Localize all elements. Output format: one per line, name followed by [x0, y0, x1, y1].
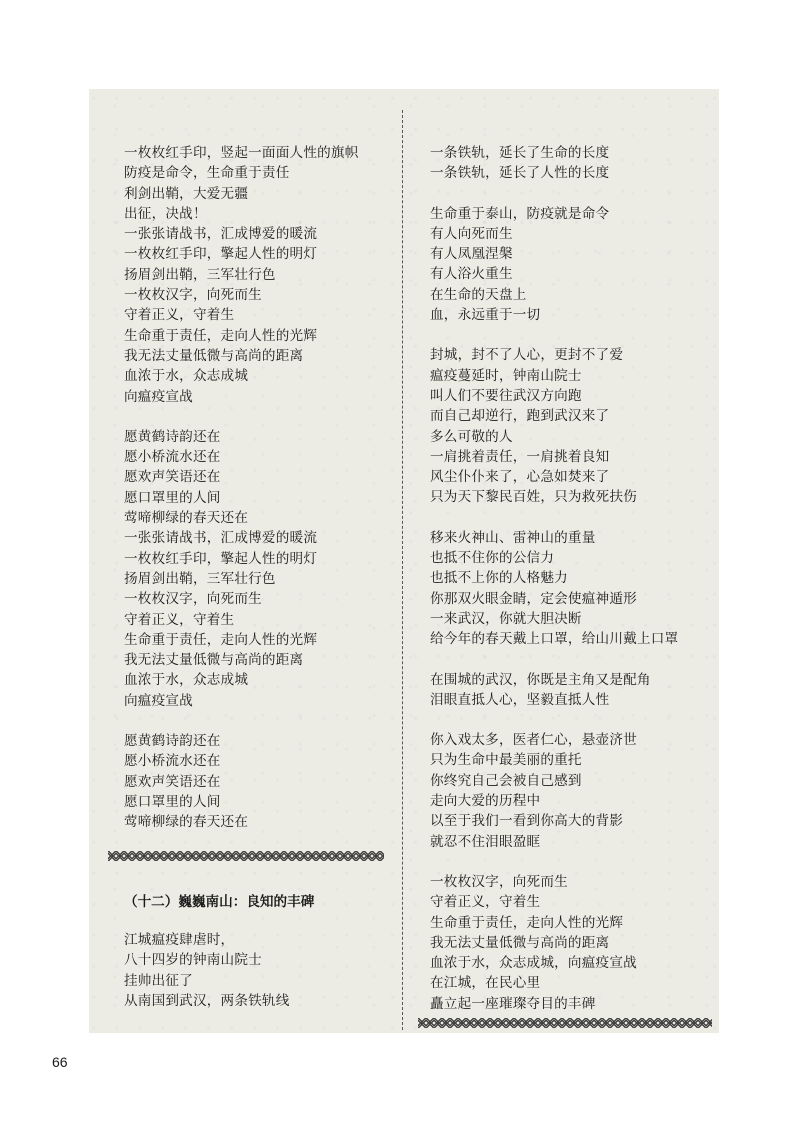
poem-line: 有人向死而生: [430, 225, 513, 242]
poem-line: 一枚枚红手印，擎起人性的明灯: [124, 246, 318, 263]
poem-stanza: [430, 143, 710, 184]
poem-line: 愿黄鹤诗韵还在: [124, 733, 221, 750]
poem-line: 向瘟疫宣战: [124, 692, 193, 709]
poem-line: 血浓于水，众志成城: [124, 368, 249, 385]
poem-line: 江城瘟疫肆虐时，: [124, 932, 235, 948]
poem-line: 风尘仆仆来了，心急如焚来了: [430, 469, 610, 486]
poem-line: 愿小桥流水还在: [124, 753, 221, 770]
poem-line: 有人凤凰涅槃: [430, 246, 513, 263]
poem-line: 守着正义，守着生: [430, 894, 541, 911]
page-number: 66: [52, 1054, 68, 1070]
poem-line: 多么可敬的人: [430, 428, 513, 445]
poem-line: 矗立起一座璀璨夺目的丰碑: [430, 995, 596, 1012]
poem-line: 血浓于水，众志成城: [124, 672, 249, 689]
poem-line: 瘟疫蔓延时，钟南山院士: [430, 367, 582, 384]
poem-line: 扬眉剑出鞘，三军壮行色: [124, 266, 276, 283]
poem-line: 从南国到武汉，两条铁轨线: [124, 992, 290, 1009]
poem-line: 一枚枚汉字，向死而生: [430, 873, 568, 890]
poem-line: 生命重于责任，走向人性的光辉: [124, 631, 318, 648]
poem-line: 你入戏太多，医者仁心，悬壶济世: [430, 732, 637, 749]
poem-line: 愿口罩里的人间: [124, 793, 221, 810]
poem-line: 我无法丈量低微与高尚的距离: [124, 652, 304, 669]
poem-line: 一条铁轨，延长了人性的长度: [430, 165, 610, 182]
poem-line: 在围城的武汉，你既是主角又是配角: [430, 671, 651, 688]
poem-line: 就忍不住泪眼盈眶: [430, 833, 541, 850]
poem-line: 守着正义，守着生: [124, 307, 235, 324]
ornamental-border-left: [108, 851, 384, 861]
poem-line: 你终究自己会被自己感到: [430, 772, 582, 789]
poem-line: 一枚枚汉字，向死而生: [124, 591, 262, 608]
right-column: [430, 143, 710, 1034]
poem-line: 生命重于责任，走向人性的光辉: [124, 327, 318, 344]
poem-line: 一枚枚红手印，擎起人性的明灯: [124, 550, 318, 567]
poem-line: 愿欢声笑语还在: [124, 773, 221, 790]
section-title: （十二）巍巍南山：良知的丰碑: [124, 894, 315, 910]
poem-line: 移来火神山、雷神山的重量: [430, 529, 596, 546]
poem-line: 只为天下黎民百姓，只为救死扶伤: [430, 489, 637, 506]
left-column: [124, 143, 394, 853]
poem-line: 生命重于责任，走向人性的光辉: [430, 914, 624, 931]
poem-stanza: [430, 730, 710, 852]
poem-line: 一枚枚红手印，竖起一面面人性的旗帜: [124, 145, 359, 161]
poem-stanza: [430, 345, 710, 507]
ornamental-border-right: [418, 1018, 712, 1028]
column-divider: [402, 110, 403, 1030]
poem-line: 愿小桥流水还在: [124, 449, 221, 466]
poem-line: 出征，决战！: [124, 205, 207, 222]
poem-line: 我无法丈量低微与高尚的距离: [124, 347, 304, 364]
poem-stanza: [430, 204, 710, 326]
poem-line: 一条铁轨，延长了生命的长度: [430, 145, 610, 161]
poem-line: 挂帅出征了: [124, 972, 193, 989]
poem-line: 生命重于泰山，防疫就是命令: [430, 205, 610, 222]
poem-line: 愿黄鹤诗韵还在: [124, 428, 221, 445]
poem-line: 封城，封不了人心，更封不了爱: [430, 347, 624, 364]
poem-line: 只为生命中最美丽的重托: [430, 752, 582, 769]
poem-line: 在生命的天盘上: [430, 286, 527, 303]
poem-line: 我无法丈量低微与高尚的距离: [430, 934, 610, 951]
poem-stanza: [430, 670, 710, 711]
poem-line: 向瘟疫宣战: [124, 388, 193, 405]
poem-line: 给今年的春天戴上口罩，给山川戴上口罩: [430, 631, 679, 648]
poem-line: 走向大爱的历程中: [430, 793, 541, 810]
poem-line: 有人浴火重生: [430, 266, 513, 283]
poem-line: 血，永远重于一切: [430, 307, 541, 324]
section-body: [124, 930, 394, 1011]
poem-line: 莺啼柳绿的春天还在: [124, 814, 249, 831]
poem-line: 守着正义，守着生: [124, 611, 235, 628]
poem-stanza: [124, 143, 394, 407]
poem-line: 利剑出鞘，大爱无疆: [124, 185, 249, 202]
poem-stanza: [124, 427, 394, 711]
poem-line: 八十四岁的钟南山院士: [124, 952, 262, 969]
poem-stanza: [430, 528, 710, 650]
poem-line: 泪眼直抵人心，坚毅直抵人性: [430, 691, 610, 708]
poem-line: 以至于我们一看到你高大的背影: [430, 813, 624, 830]
poem-line: 叫人们不要往武汉方向跑: [430, 387, 582, 404]
poem-line: 扬眉剑出鞘，三军壮行色: [124, 570, 276, 587]
poem-line: 防疫是命令，生命重于责任: [124, 165, 290, 182]
poem-stanza: [430, 872, 710, 1014]
poem-line: 血浓于水，众志成城，向瘟疫宣战: [430, 955, 637, 972]
poem-line: 也抵不住你的公信力: [430, 550, 555, 567]
poem-line: 也抵不上你的人格魅力: [430, 570, 568, 587]
poem-line: 莺啼柳绿的春天还在: [124, 510, 249, 527]
poem-line: 一张张请战书，汇成博爱的暖流: [124, 530, 318, 547]
poem-line: 一枚枚汉字，向死而生: [124, 287, 262, 304]
poem-line: 一肩挑着责任，一肩挑着良知: [430, 448, 610, 465]
poem-line: 一来武汉，你就大胆决断: [430, 610, 582, 627]
poem-line: 一张张请战书，汇成博爱的暖流: [124, 226, 318, 243]
poem-line: 愿口罩里的人间: [124, 489, 221, 506]
poem-line: 你那双火眼金睛，定会使瘟神遁形: [430, 590, 637, 607]
poem-line: 在江城，在民心里: [430, 975, 541, 992]
poem-stanza: [124, 731, 394, 832]
poem-line: 而自己却逆行，跑到武汉来了: [430, 408, 610, 425]
poem-line: 愿欢声笑语还在: [124, 469, 221, 486]
